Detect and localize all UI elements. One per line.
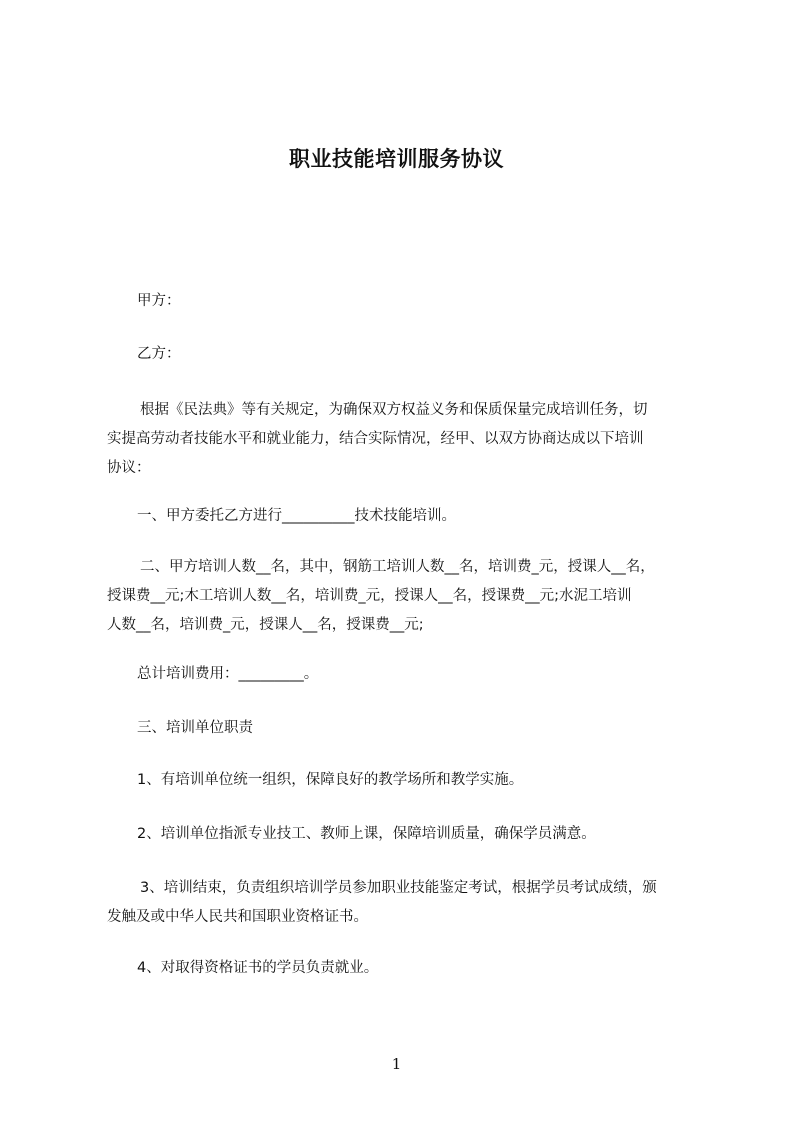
duty-4: 4、对取得资格证书的学员负责就业。 [137,960,379,976]
party-b-label: 乙方： [137,346,181,362]
clause-2-line-1: 二、甲方培训人数__名，其中，钢筋工培训人数__名，培训费_元，授课人__名， [140,559,655,575]
clause-1: 一、甲方委托乙方进行__________技术技能培训。 [137,508,456,524]
intro-paragraph [140,396,648,425]
intro-line-3: 协议： [107,460,151,476]
intro-line-1: 根据《民法典》等有关规定，为确保双方权益义务和保质保量完成培训任务，切 [140,402,648,418]
duty-3-line-1: 3、培训结束，负责组织培训学员参加职业技能鉴定考试，根据学员考试成绩，颁 [140,880,657,896]
duty-2: 2、培训单位指派专业技工、教师上课，保障培训质量，确保学员满意。 [137,826,596,842]
duty-3-paragraph [140,874,657,903]
duty-1: 1、有培训单位统一组织，保障良好的教学场所和教学实施。 [137,772,524,788]
intro-line-2: 实提高劳动者技能水平和就业能力，结合实际情况，经甲、以双方协商达成以下培训 [107,431,644,447]
clause-2-line-3: 人数__名，培训费_元，授课人__名，授课费__元; [107,617,424,633]
clause-2-line-2: 授课费__元;木工培训人数__名，培训费_元，授课人__名，授课费__元;水泥工培训 [107,588,632,604]
duty-3-paragraph-cont [107,903,368,932]
intro-paragraph-cont [107,425,644,483]
clause-2-paragraph [140,553,655,582]
page-number: 1 [391,1055,402,1073]
document-title: 职业技能培训服务协议 [289,147,504,171]
clause-2-paragraph-cont [107,582,632,640]
clause-3-heading: 三、培训单位职责 [137,720,253,736]
party-a-label: 甲方： [137,293,181,309]
duty-3-line-2: 发触及或中华人民共和国职业资格证书。 [107,909,368,925]
total-fee-line: 总计培训费用：_________。 [137,666,319,682]
